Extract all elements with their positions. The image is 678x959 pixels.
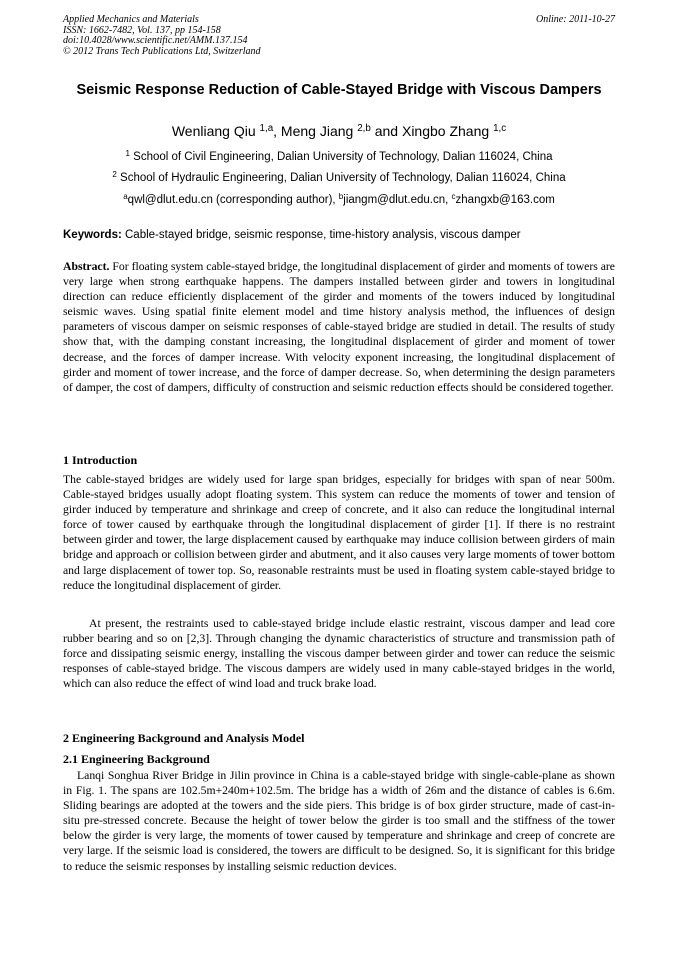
affiliation-1 [63, 150, 615, 164]
author-name: , Meng Jiang [273, 123, 358, 139]
online-date: Online: 2011-10-27 [536, 14, 615, 25]
intro-paragraph-2: At present, the restraints used to cable-stayed bridge include elastic restraint, viscous damper and lead core rubber bearing and so on [2,3]. Through changing the dynamic characteristics of structure and transmission path of force and dissipating seismic energy, installing the viscous damper between girder and tower can reduce the seismic responses of cable-stayed bridge. The viscous dampers are widely used in many cable-stayed bridges in the world, which can also reduce the effect of wind load and truck brake load. [63, 617, 615, 691]
section-heading: 1 Introduction [63, 453, 138, 467]
author-list [63, 122, 615, 140]
email-line [63, 193, 615, 207]
email-text: qwl@dlut.edu.cn (corresponding author), [127, 194, 339, 206]
email-mark: a [123, 191, 128, 201]
journal-name: Applied Mechanics and Materials [63, 14, 199, 25]
section-heading: 2 Engineering Background and Analysis Model [63, 731, 305, 745]
subsection-heading: 2.1 Engineering Background [63, 752, 210, 766]
copyright-line: © 2012 Trans Tech Publications Ltd, Switzerland [63, 45, 261, 57]
email-text: zhangxb@163.com [455, 194, 555, 206]
keywords-label: Keywords: [63, 229, 122, 241]
abstract-text: For floating system cable-stayed bridge, the longitudinal displacement of girder and moments of towers are very large when strong earthquake happens. The dampers installed between girder and towers in longitudinal direction can reduce efficiently displacement of the girder and moments of the towers induced by longitudinal seismic waves. Using spatial finite element model and time history analysis method, the influences of design parameters of viscous damper on seismic responses of cable-stayed bridge are studied in detail. The results of study show that, with the damping constant increasing, the longitudinal displacement of girder and moment of tower decrease, and the forces of damper increase. With velocity exponent increasing, the longitudinal displacement of girder and moment of tower increase, and the force of damper decrease. So, when determining the design parameters of damper, the cost of dampers, difficulty of construction and seismic reduction effects should be considered together. [63, 260, 615, 394]
abstract [63, 259, 615, 395]
author-mark: 1,a [259, 123, 274, 135]
background-paragraph: Lanqi Songhua River Bridge in Jilin province in China is a cable-stayed bridge with single-cable-plane as shown in Fig. 1. The spans are 102.5m+240m+102.5m. The bridge has a width of 26m and the distance of cables is 6.6m. Sliding bearings are adopted at the towers and the side piers. This bridge is of box girder structure, made of cast-in-situ pre-stressed concrete. Because the height of tower below the girder is too small and the stiffness of the tower below the girder is very large, the moments of tower caused by temperature and shrinkage and creep of concrete are very large. If the seismic load is considered, the towers are difficult to be designed. So, it is significant for this bridge to reduce the seismic responses by installing seismic reduction devices. [63, 769, 615, 873]
affiliation-mark: 1 [125, 148, 130, 158]
author-mark: 1,c [493, 123, 507, 135]
email-text: jiangm@dlut.edu.cn, [343, 194, 452, 206]
affiliation-2 [63, 171, 615, 185]
paper-title: Seismic Response Reduction of Cable-Stayed Bridge with Viscous Dampers [76, 82, 602, 98]
author-name: and Xingbo Zhang [370, 123, 494, 139]
issn-line: ISSN: 1662-7482, Vol. 137, pp 154-158 [63, 24, 221, 36]
journal-header [63, 15, 261, 57]
author-mark: 2,b [357, 123, 371, 135]
email-mark: c [451, 191, 456, 201]
email-mark: b [338, 191, 344, 201]
affiliation-text: School of Hydraulic Engineering, Dalian University of Technology, Dalian 116024, China [116, 172, 566, 184]
keywords [63, 228, 615, 242]
doi-line: doi:10.4028/www.scientific.net/AMM.137.154 [63, 35, 248, 46]
intro-paragraph-1: The cable-stayed bridges are widely used for large span bridges, especially for bridges with span of near 500m. Cable-stayed bridges usually adopt floating system. This system can reduce the moments of tower and tension of girder induced by temperature and shrinkage and creep of concrete, and it also can reduce the longitudinal internal force of tower caused by earthquake through the longitudinal displacement of girder [1]. If there is no restraint between girder and tower, the large displacement caused by earthquake may induce collision between girders of main bridge and approach or collision between girder and abutment, and it also causes very large moments of tower bottom and large displacement of tower top. So, reasonable restraints must be used in floating system cable-stayed bridge to reduce the longitudinal displacement of girder. [63, 473, 615, 592]
affiliation-mark: 2 [112, 169, 117, 179]
affiliation-text: School of Civil Engineering, Dalian University of Technology, Dalian 116024, China [129, 151, 553, 163]
abstract-label: Abstract. [63, 260, 110, 273]
keywords-text: Cable-stayed bridge, seismic response, time-history analysis, viscous damper [121, 229, 521, 241]
author-name: Wenliang Qiu [171, 123, 260, 139]
